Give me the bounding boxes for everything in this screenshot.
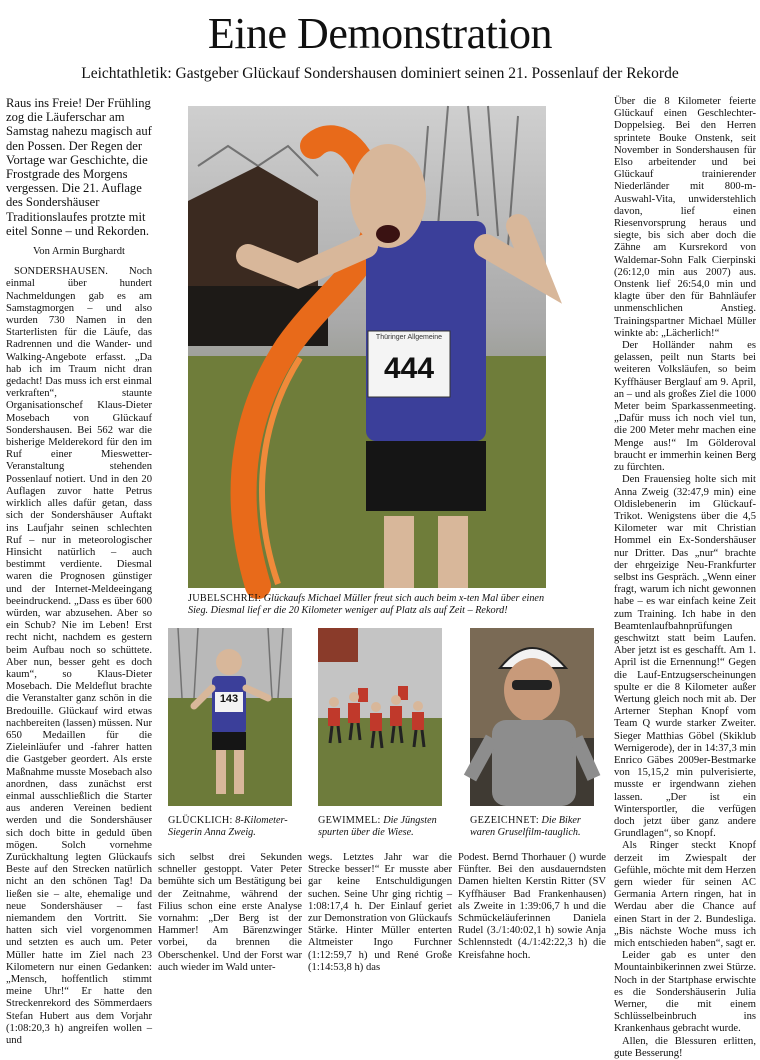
main-bib-number: 444	[383, 352, 435, 385]
body-paragraph	[6, 266, 152, 1047]
column-3	[308, 852, 452, 973]
small-caption-1	[168, 815, 298, 839]
small-caption-1-text: 8-Kilometer-Siegerin Anna Zweig.	[168, 815, 288, 839]
col2-text: sich selbst drei Sekunden schneller gestoppt. Vater Peter bemühte sich um Bestätigung bei der Zeitnahme, während der Filius schon eine erste Analyse vornahm: „Der Berg ist der Hammer! Am Bärenzwinger vorbei, da brennen die Oberschenkel. Und der Forst war auch wieder im Wald unter-	[158, 852, 302, 973]
col4-text: Podest. Bernd Thorhauer () wurde Fünfter. Bei den ausdauerndsten Damen hielten Kerstin Ritter (SV Kyffhäuser Bad Frankenhausen) als Zweite in 1:39:06,7 h und die Schmückeläuferinnen Daniela Rudel (3./1:40:02,1 h) sowie Anja Schlennstedt (4./1:42:22,3 h) die Kreisfahne hoch.	[458, 852, 606, 961]
main-caption-text: Glückaufs Michael Müller freut sich auch beim x-ten Mal über einen Sieg. Diesmal lief er die 20 Kilometer weniger auf Platz als auf Zeit – Rekord!	[188, 593, 545, 617]
main-photo	[188, 106, 546, 588]
small-photo-3	[470, 628, 594, 806]
small-bib-number: 143	[219, 693, 239, 705]
small-photo-2	[318, 628, 442, 806]
col1-text: Noch einmal über hundert Nachmeldungen gab es am Samstagmorgen – und also wurden 730 Namen in den Starterlisten für die Läufe, das Radrennen und die Wander- und Walking-Angebote erfasst. „Da hab ich im Traum nicht dran gedacht! Das muss ich erst einmal verkraften“, staunte Organisationschef Klaus-Dieter Mosebach von Glückauf Sondershausen. Bei 562 war die bisherige Melderekord für den im Ruf einer Mieswetter-Veranstaltung stehenden Possenlauf notiert. Und in den 20 Auflagen zuvor hatte Petrus wirklich alles dafür getan, dass sich der Sondershäuser Auftakt ins Laufjahr seinen schlechten Ruf – nur in meteorologischer Hinsicht natürlich – auch bestimmt verdiente. Diesmal waren die Prognosen günstiger und der Internet-Meldeeingang beeindruckend. „Dass es über 600 würden, war abzusehen. Aber so ein Schub? Nie im Leben! Erst recht nicht, nachdem es gestern beim Aufbau noch so schüttete. Aber nun, besser geht es doch kaum“, so Klaus-Dieter Mosebach. Die Meldeflut brachte die Veranstalter ganz schön in die Bredouille. Glückauf wird etwas nachbereiten (lassen) müssen. Nur 650 Medaillen für die Zieleinläufer und -fahrer hatten die Gastgeber geordert. Als erste Maßnahme musste Mosebach also anordnen, dass zunächst erst einmal ausschließlich die Starter aus anderen Vereinen bedient werden und die Sondershäuser sich doch bitte in geduld üben mögen. Solch vornehme Zurückhaltung legten Glückaufs Beste auf den Strecken natürlich nicht an den schönen Tag! Da ließen sie – alte, ehemalige und neue Sondershäuser – fast niemandem den Vortritt. Sie hatten sich viel vorgenommen und setzten es auch um. Peter Müller hatte im Ziel nach 23 Kilometern nur einen Gedanken: „Mensch, hoffentlich stimmt meine Uhr!“ Er hatte den Streckenrekord des Sömmerdaers Stefan Hubert aus dem Vorjahr (1:08:20,3 h) angreifen wollen – und	[6, 266, 152, 1047]
col5-paragraph-3: Den Frauensieg holte sich mit Anna Zweig (32:47,9 min) eine Oldislebenerin im Glückauf-Trikot. Wenigstens über die 4,5 Kilometer war mit Christian Hommel ein Ex-Sondershäuser nur Dritter. Das „nur“ brachte der ehrgeizige Neu-Frankfurter selbst ins Gespräch. „Wenn einer fragt, warum ich nicht gewonnen habe – es war einfach keine Zeit zum Training. Ich habe in den Beamtenlaufbahnprüfungen geschwitzt statt beim Laufen. Aber jetzt ist es geschafft. Am 1. April ist die Ernennung!“ Gegen die Lauf-Entzugserscheinungen spulte er die 8 Kilometer außer Wertung gleich noch mit ab. Der Arterner Stephan Knopf vom Team Q wurde starker Zweiter. Sieger Matthias Göbel (Skiklub Wernigerode), der in 14:37,3 min Enrico Gäbes 2009er-Bestmarke von 15,15,2 min pulverisierte, musste er irgendwann ziehen lassen. „Der ist ein Wintersportler, die verfügen doch jetzt über ganz andere Grundlagen“, so Knopf.	[614, 474, 756, 840]
author-byline: Von Armin Burghardt	[32, 246, 125, 258]
small-caption-1-key: GLÜCKLICH:	[168, 815, 233, 826]
dateline: SONDERSHAUSEN.	[14, 266, 108, 278]
small-caption-3-text: Die Biker waren Gruselfilm-tauglich.	[470, 815, 581, 839]
column-1	[6, 96, 152, 1047]
small-caption-2-key: GEWIMMEL:	[318, 815, 381, 826]
small-photo-1	[168, 628, 292, 806]
small-caption-2-text: Die Jüngsten spurten über die Wiese.	[318, 815, 437, 839]
column-2	[158, 852, 302, 973]
column-4	[458, 852, 606, 960]
column-5	[614, 96, 756, 1059]
main-caption-key: JUBELSCHREI:	[188, 593, 262, 604]
small-caption-3-key: GEZEICHNET:	[470, 815, 539, 826]
col5-paragraph-5: Leider gab es unter den Mountainbikerinnen zwei Stürze. Noch in der Startphase erwischte es die Sondershäuserin Julia Werner, die mit einem Schlüsselbeinbruch ins Krankenhaus gebracht wurde.	[614, 950, 756, 1035]
col3-text: wegs. Letztes Jahr war die Strecke besser!“ Er musste aber gar keine Entschuldigungen suchen. Seine Uhr ging richtig – 1:08:17,4 h. Der Einlauf geriet zur Demonstration von Glückaufs Stärke. Hinter Müller enterten Altmeister Ingo Furchner (1:12:59,7 h) und René Große (1:14:53,8 h) das	[308, 852, 452, 973]
col5-paragraph-1: Über die 8 Kilometer feierte Glückauf einen Geschlechter-Doppelsieg. Bei den Herren sprintete Bouke Onstenk, seit November in Sondershausen für Elso arbeitender und bei Glückauf trainierender Niederländer mit 800-m-Auswahl-Vita, unwiderstehlich davon, lief einen Riesenvorsprung heraus und siegte, bis sich aber doch die Zähne am Kursrekord von Waldemar-Sohn Falk Cierpinski (26:12,0 min aus 2007) aus. Onstenk lief 26:54,0 min und klagte über den für Bahnläufer unmenschlichen Anstieg. Trainingspartner Michael Müller winkte ab: „Lächerlich!“	[614, 96, 756, 339]
main-bib-sponsor: Thüringer Allgemeine	[375, 334, 443, 341]
small-caption-3	[470, 815, 604, 839]
subheadline: Leichtathletik: Gastgeber Glückauf Sondershausen dominiert seinen 21. Possenlauf der Rekorde	[81, 65, 679, 82]
col5-paragraph-2: Der Holländer nahm es gelassen, peilt nun Starts bei weiteren Volksläufen, so beim Kyffhäuser Berglauf am 9. April, an – und als großes Ziel die 1000 Meter beim Sparkassenmeeting. „Dafür muss ich noch viel tun, die 200 Meter mehr machen eine Menge aus!“ Im Gölderoval braucht er immerhin keinen Berg zu fürchten.	[614, 340, 756, 474]
small-caption-2	[318, 815, 450, 839]
headline: Eine Demonstration	[207, 9, 553, 58]
col5-paragraph-6: Allen, die Blessuren erlitten, gute Besserung!	[614, 1035, 756, 1059]
lead-paragraph: Raus ins Freie! Der Frühling zog die Läuferschar am Samstag nahezu magisch auf den Possen. Der Regen der Vortage war Geschichte, die Frostgrade des Morgens vergessen. Die 21. Auflage des Sondershäuser Traditionslaufes protzte mit eitel Sonne – und Rekorden.	[6, 96, 152, 238]
main-photo-caption	[188, 593, 546, 617]
col5-paragraph-4: Als Ringer steckt Knopf derzeit im Zwiespalt der Gefühle, möchte mit dem Herzen gern wieder für seinen AC Germania Artern ringen, hat in Werdau aber die Chance auf einen Start in der 2. Bundesliga. „Bis nächste Woche muss ich mich entschieden haben“, sagt er.	[614, 840, 756, 950]
